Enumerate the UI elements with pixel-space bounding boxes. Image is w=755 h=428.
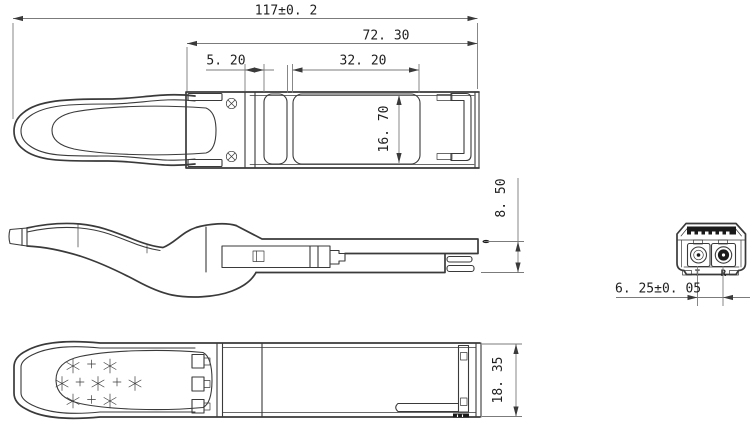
dim-window-length [288,54,420,94]
dim-housing-length-text: 72. 30 [362,28,410,44]
rx-port-icon [712,240,736,267]
latch-strip [264,94,287,164]
side-view-drawing [9,223,490,297]
dim-module-height-text: 8. 50 [494,178,509,218]
module-body-side [206,226,490,273]
end-view-drawing [677,224,746,280]
dim-port-spacing-text: 6. 25±0. 05 [615,281,702,297]
tx-port-icon [688,240,711,267]
connector-bracket-top [437,94,471,161]
top-view-drawing [14,92,479,168]
dim-window-width-text: 16. 70 [377,105,392,153]
contact-pin [447,257,472,263]
rx-port-label: R [720,269,727,279]
dim-module-width-text: 18. 35 [491,356,506,404]
screw-icon [226,98,236,108]
module-body-top [186,92,479,168]
dim-module-width [482,344,522,417]
tx-port-label: T [694,269,701,279]
bottom-view-drawing [14,342,481,419]
screw-icon [226,151,236,161]
dim-module-height [481,178,524,273]
bail-housing-bottom [14,342,480,419]
dim-window-width [377,95,402,163]
bail-handle-side [9,223,256,297]
dim-latch-offset [206,54,274,93]
contact-pin [447,266,474,272]
slider-latch [222,246,330,268]
dim-latch-offset-text: 5. 20 [206,53,246,69]
pcb-edge-bracket [396,346,469,418]
dim-overall-length-text: 117±0. 2 [254,3,318,19]
module-body-bottom [217,343,481,418]
knurl-pattern [56,359,141,408]
dim-window-length-text: 32. 20 [339,53,387,69]
